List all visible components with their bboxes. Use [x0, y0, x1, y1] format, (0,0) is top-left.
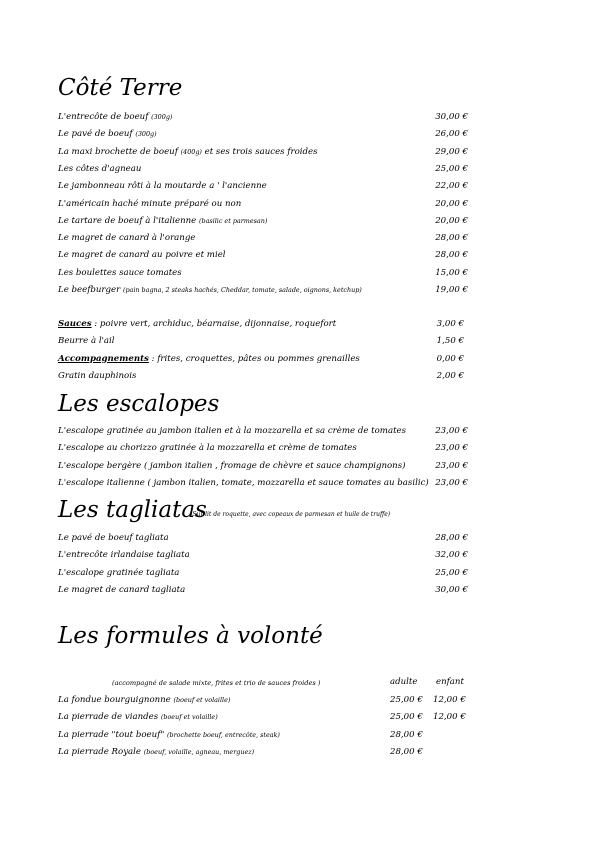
extra-item-text: : frites, croquettes, pâtes ou pommes grenailles — [148, 353, 360, 364]
menu-item-name — [58, 476, 429, 491]
menu-item-label: Le magret de canard à l'orange — [58, 233, 196, 244]
formule-price-adulte: 28,00 € — [390, 729, 423, 740]
menu-item-price: 23,00 € — [435, 443, 468, 454]
extra-item — [58, 317, 464, 332]
menu-item — [58, 145, 468, 160]
menu-item-price: 20,00 € — [435, 215, 468, 226]
section-title-tagliatas: Les tagliatas — [58, 497, 207, 523]
menu-item-label: Le tartare de boeuf à l'italienne — [58, 215, 197, 226]
formule-item-name — [58, 693, 230, 708]
formule-item — [58, 728, 466, 743]
formule-item-label: La pierrade "tout boeuf" — [58, 729, 165, 740]
extra-item — [58, 334, 464, 349]
menu-item-name — [58, 145, 318, 160]
menu-item — [58, 583, 468, 598]
menu-item — [58, 231, 468, 246]
formule-item-label: La pierrade Royale — [58, 746, 142, 757]
extra-item-text: Gratin dauphinois — [58, 370, 137, 381]
menu-item-price: 25,00 € — [435, 567, 468, 578]
menu-item-price: 23,00 € — [435, 426, 468, 436]
menu-item-label: L'escalope gratinée au jambon italien et à la mozzarella et sa crème de tomates — [58, 426, 407, 436]
extra-item-text: Beurre à l'ail — [58, 336, 115, 347]
menu-item-label: L'américain haché minute préparé ou non — [58, 198, 242, 209]
extra-item-label: Sauces — [58, 319, 92, 329]
menu-item-price: 29,00 € — [435, 146, 468, 157]
menu-item-price: 22,00 € — [435, 181, 468, 192]
extra-item-price: 2,00 € — [436, 370, 464, 381]
menu-item — [58, 127, 468, 142]
section-title-formules: Les formules à volonté — [58, 623, 323, 649]
section-title-escalopes: Les escalopes — [58, 391, 220, 417]
menu-item-price: 23,00 € — [435, 460, 468, 471]
menu-item-name — [58, 231, 195, 246]
menu-item-detail: (basilic et parmesan) — [199, 216, 268, 225]
formule-item — [58, 693, 466, 708]
menu-item — [58, 566, 468, 581]
extra-item-price: 3,00 € — [436, 319, 464, 329]
extra-item — [58, 352, 464, 367]
menu-item-price: 32,00 € — [435, 550, 468, 561]
formule-item-detail: (boeuf et volaille) — [173, 696, 231, 704]
menu-item-price: 28,00 € — [435, 250, 468, 261]
menu-item-price: 30,00 € — [435, 584, 468, 595]
formule-item-name — [58, 710, 218, 725]
menu-item-price: 23,00 € — [435, 477, 468, 488]
menu-item-name — [58, 214, 267, 229]
section-title-cote-terre: Côté Terre — [58, 75, 183, 101]
menu-item-price: 26,00 € — [435, 129, 468, 140]
menu-item-label: L'entrecôte de boeuf — [58, 112, 149, 122]
formule-price-adulte: 25,00 € — [390, 712, 423, 723]
menu-item — [58, 548, 468, 563]
formule-item-detail: (brochette boeuf, entrecôte, steak) — [167, 730, 280, 739]
formule-item-detail: (boeuf et volaille) — [160, 713, 218, 722]
menu-item — [58, 197, 468, 212]
formule-price-enfant: 12,00 € — [433, 695, 466, 705]
formule-item-detail: (boeuf, volaille, agneau, merguez) — [143, 747, 255, 756]
formule-item-name — [58, 728, 280, 743]
menu-item-label: Les boulettes sauce tomates — [58, 267, 182, 278]
formule-item-label: La fondue bourguignonne — [58, 695, 171, 705]
menu-item — [58, 459, 468, 474]
menu-item-name — [58, 266, 182, 281]
formule-price-adulte: 25,00 € — [390, 695, 423, 705]
menu-item-name — [58, 179, 267, 194]
menu-item-name — [58, 424, 406, 439]
menu-item-label: L'entrecôte irlandaise tagliata — [58, 550, 190, 561]
menu-item-label: Le beefburger — [58, 285, 121, 295]
formule-item — [58, 710, 466, 725]
menu-item-price: 30,00 € — [435, 112, 468, 122]
menu-item-name — [58, 583, 185, 598]
menu-item — [58, 531, 468, 546]
menu-item-detail: (pain bagna, 2 steaks hachés, Cheddar, tomate, salade, oignons, ketchup) — [122, 286, 362, 294]
extra-item-name — [58, 334, 115, 349]
col-header-adulte: adulte — [390, 677, 418, 687]
col-header-enfant: enfant — [436, 677, 464, 687]
formule-price-adulte: 28,00 € — [390, 746, 423, 757]
menu-item-price: 20,00 € — [435, 198, 468, 209]
menu-item-price: 28,00 € — [435, 533, 468, 543]
menu-item-label: L'escalope au chorizzo gratinée à la mozzarella et crème de tomates — [58, 443, 357, 454]
menu-item-label: L'escalope italienne ( jambon italien, tomate, mozzarella et sauce tomates au basilic) — [58, 477, 429, 488]
menu-item-label: L'escalope bergère ( jambon italien , fromage de chèvre et sauce champignons) — [58, 460, 406, 471]
menu-item — [58, 248, 468, 263]
formule-item-name — [58, 745, 254, 760]
menu-item-name — [58, 566, 179, 581]
menu-item — [58, 110, 468, 125]
menu-item-name — [58, 283, 362, 298]
menu-item-label: Le magret de canard au poivre et miel — [58, 250, 226, 261]
extra-item-label: Accompagnements — [58, 353, 149, 364]
tagliatas-note: (Sur lit de roquette, avec copeaux de parmesan et huile de truffe) — [190, 511, 391, 518]
menu-item-label: Les côtes d'agneau — [58, 163, 142, 174]
menu-item-name — [58, 441, 357, 456]
menu-item-price: 15,00 € — [435, 267, 468, 278]
menu-item-label: La maxi brochette de boeuf — [58, 146, 178, 157]
menu-item-name — [58, 162, 141, 177]
extra-item-price: 0,00 € — [436, 353, 464, 364]
extra-item-name — [58, 352, 360, 367]
menu-item-name — [58, 110, 172, 125]
formule-price-enfant: 12,00 € — [433, 712, 466, 723]
formule-item-label: La pierrade de viandes — [58, 712, 159, 723]
menu-item-price: 28,00 € — [435, 233, 468, 244]
menu-item — [58, 441, 468, 456]
menu-item — [58, 162, 468, 177]
menu-item-label: Le pavé de boeuf — [58, 129, 133, 140]
menu-item-suffix: et ses trois sauces froides — [201, 146, 318, 157]
extra-item-name — [58, 317, 336, 332]
menu-item — [58, 214, 468, 229]
menu-item-label: Le pavé de boeuf tagliata — [58, 533, 169, 543]
menu-item-name — [58, 548, 190, 563]
menu-item — [58, 266, 468, 281]
menu-item-name — [58, 531, 169, 546]
menu-item-detail: (400g) — [180, 147, 202, 156]
extra-item-name — [58, 369, 136, 384]
extra-item-price: 1,50 € — [436, 336, 464, 347]
menu-item-price: 25,00 € — [435, 163, 468, 174]
menu-item — [58, 424, 468, 439]
menu-item-price: 19,00 € — [435, 285, 468, 295]
menu-item-name — [58, 248, 226, 263]
menu-item-name — [58, 127, 157, 142]
menu-item-name — [58, 197, 241, 212]
menu-item-label: L'escalope gratinée tagliata — [58, 567, 180, 578]
menu-item-name — [58, 459, 406, 474]
menu-item — [58, 476, 468, 491]
menu-item-detail: (300g) — [135, 130, 157, 139]
menu-item-label: Le jambonneau rôti à la moutarde a ' l'ancienne — [58, 181, 267, 192]
formule-item — [58, 745, 466, 760]
formules-intro: (accompagné de salade mixte, frites et trio de sauces froides ) — [112, 679, 321, 687]
menu-item-detail: (300g) — [151, 113, 173, 121]
menu-item — [58, 283, 468, 298]
menu-item — [58, 179, 468, 194]
extra-item-text: : poivre vert, archiduc, béarnaise, dijonnaise, roquefort — [91, 319, 337, 329]
menu-item-label: Le magret de canard tagliata — [58, 584, 186, 595]
extra-item — [58, 369, 464, 384]
